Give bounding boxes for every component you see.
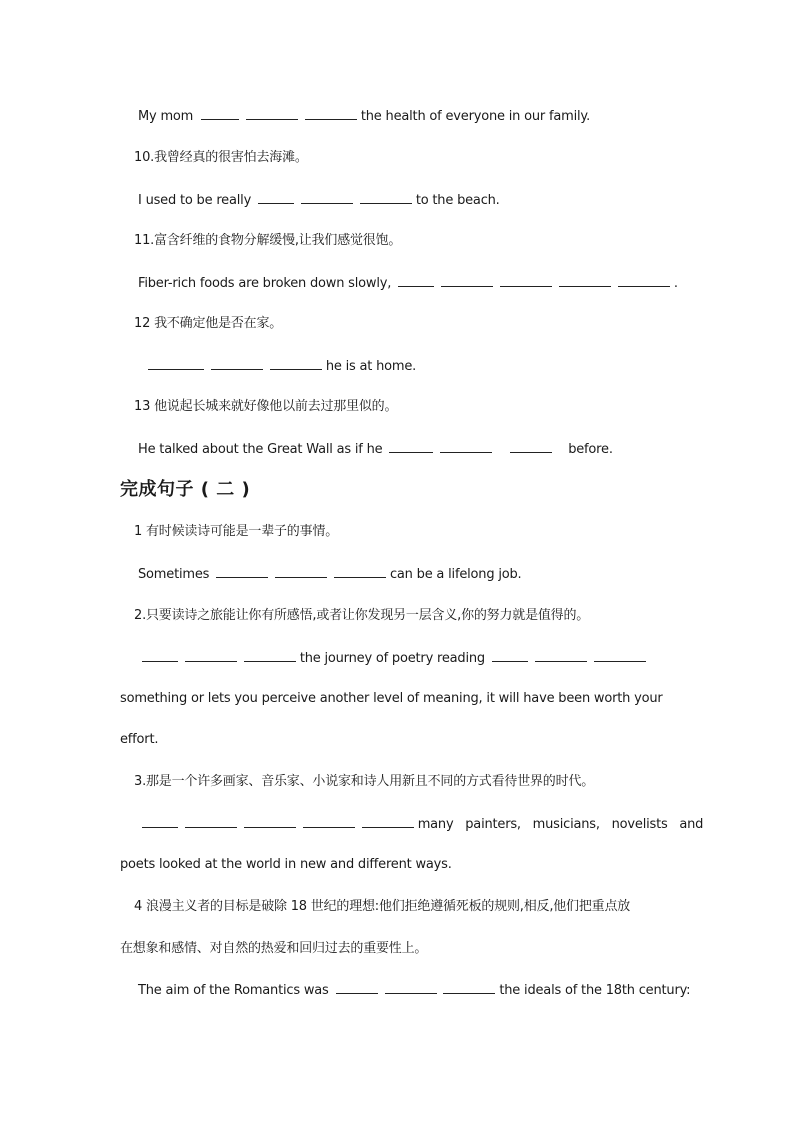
q10-text-before: I used to be really <box>138 193 252 208</box>
answer-blank[interactable] <box>244 648 296 662</box>
s2-q4-text-after: the ideals of the 18th century: <box>499 983 691 998</box>
answer-blank[interactable] <box>362 814 414 828</box>
q12-text-after: he is at home. <box>325 359 417 374</box>
answer-blank[interactable] <box>303 814 355 828</box>
q9-text-after: the health of everyone in our family. <box>360 109 590 124</box>
answer-blank[interactable] <box>492 648 528 662</box>
answer-blank[interactable] <box>441 273 493 287</box>
q13-text-before: He talked about the Great Wall as if he <box>138 442 383 457</box>
q11-text-before: Fiber-rich foods are broken down slowly, <box>138 276 392 291</box>
answer-blank[interactable] <box>535 648 587 662</box>
s2-q2-chinese-prompt: 2.只要读诗之旅能让你有所感悟,或者让你发现另一层含义,你的努力就是值得的。 <box>134 608 590 623</box>
q11-chinese-prompt: 11.富含纤维的食物分解缓慢,让我们感觉很饱。 <box>134 233 402 248</box>
answer-blank[interactable] <box>398 273 434 287</box>
answer-blank[interactable] <box>258 190 294 204</box>
answer-blank[interactable] <box>440 439 492 453</box>
section-title: 完成句子 ( 二 ) <box>120 479 251 500</box>
q9-english-line <box>138 106 590 127</box>
answer-blank[interactable] <box>618 273 670 287</box>
answer-blank[interactable] <box>246 106 298 120</box>
answer-blank[interactable] <box>301 190 353 204</box>
q13-text-after: before. <box>568 442 613 457</box>
s2-q2-english-line <box>142 648 646 669</box>
answer-blank[interactable] <box>594 648 646 662</box>
q13-chinese-prompt: 13 他说起长城来就好像他以前去过那里似的。 <box>134 399 398 414</box>
q10-text-after: to the beach. <box>415 193 500 208</box>
answer-blank[interactable] <box>244 814 296 828</box>
answer-blank[interactable] <box>443 980 495 994</box>
answer-blank[interactable] <box>500 273 552 287</box>
answer-blank[interactable] <box>334 564 386 578</box>
q10-english-line <box>138 190 500 211</box>
answer-blank[interactable] <box>336 980 378 994</box>
answer-blank[interactable] <box>211 356 263 370</box>
answer-blank[interactable] <box>360 190 412 204</box>
answer-blank[interactable] <box>510 439 552 453</box>
s2-q1-text-after: can be a lifelong job. <box>389 567 522 582</box>
answer-blank[interactable] <box>305 106 357 120</box>
q12-chinese-prompt: 12 我不确定他是否在家。 <box>134 316 283 331</box>
answer-blank[interactable] <box>559 273 611 287</box>
s2-q3-text-after: many painters, musicians, novelists and <box>417 817 704 832</box>
answer-blank[interactable] <box>142 814 178 828</box>
s2-q4-text-before: The aim of the Romantics was <box>138 983 329 998</box>
answer-blank[interactable] <box>275 564 327 578</box>
answer-blank[interactable] <box>185 648 237 662</box>
s2-q4-chinese-prompt-continuation: 在想象和感情、对自然的热爱和回归过去的重要性上。 <box>120 941 428 956</box>
s2-q2-text-mid: the journey of poetry reading <box>299 651 485 666</box>
answer-blank[interactable] <box>385 980 437 994</box>
s2-q1-chinese-prompt: 1 有时候读诗可能是一辈子的事情。 <box>134 524 339 539</box>
s2-q1-english-line <box>138 564 521 585</box>
answer-blank[interactable] <box>142 648 178 662</box>
s2-q2-english-continuation: something or lets you perceive another level of meaning, it will have been worth your <box>120 691 663 706</box>
s2-q4-english-line <box>138 980 690 1001</box>
answer-blank[interactable] <box>148 356 204 370</box>
q11-text-after: . <box>673 276 678 291</box>
q9-text-before: My mom <box>138 109 194 124</box>
q12-english-line <box>148 356 416 377</box>
s2-q3-english-line <box>142 814 703 835</box>
q10-chinese-prompt: 10.我曾经真的很害怕去海滩。 <box>134 150 308 165</box>
answer-blank[interactable] <box>216 564 268 578</box>
q13-english-line <box>138 439 613 460</box>
s2-q4-chinese-prompt: 4 浪漫主义者的目标是破除 18 世纪的理想:他们拒绝遵循死板的规则,相反,他们把重点放 <box>134 899 631 914</box>
s2-q2-english-continuation-2: effort. <box>120 732 159 747</box>
s2-q1-text-before: Sometimes <box>138 567 210 582</box>
answer-blank[interactable] <box>201 106 239 120</box>
answer-blank[interactable] <box>185 814 237 828</box>
s2-q3-english-continuation: poets looked at the world in new and different ways. <box>120 857 452 872</box>
q11-english-line <box>138 273 678 294</box>
answer-blank[interactable] <box>389 439 433 453</box>
s2-q3-chinese-prompt: 3.那是一个许多画家、音乐家、小说家和诗人用新且不同的方式看待世界的时代。 <box>134 774 595 789</box>
answer-blank[interactable] <box>270 356 322 370</box>
